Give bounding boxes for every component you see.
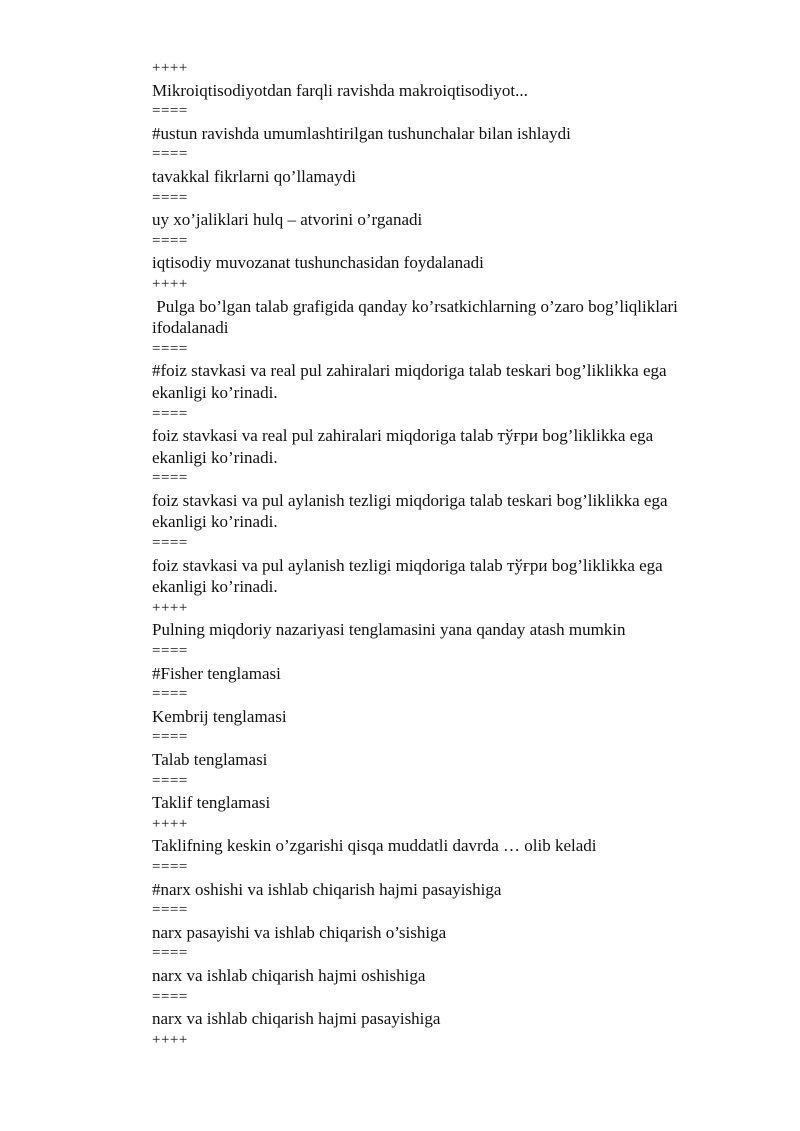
text-line: ekanligi ko’rinadi. — [152, 382, 278, 402]
text-line: foiz stavkasi va pul aylanish tezligi miqdoriga talab teskari bog’liklikka ega — [152, 490, 668, 510]
separator-line: ++++ — [152, 1031, 188, 1048]
text-line: narx va ishlab chiqarish hajmi oshishiga — [152, 965, 426, 985]
text-line: tavakkal fikrlarni qo’llamaydi — [152, 166, 356, 186]
text-line: ifodalanadi — [152, 318, 229, 338]
separator-line: ==== — [152, 858, 188, 875]
document-body — [152, 58, 752, 1051]
text-line: Pulning miqdoriy nazariyasi tenglamasini yana qanday atash mumkin — [152, 620, 626, 640]
text-line: Mikroiqtisodiyotdan farqli ravishda makroiqtisodiyot... — [152, 80, 528, 100]
text-line: narx pasayishi va ishlab chiqarish o’sishiga — [152, 922, 447, 942]
separator-line: ++++ — [152, 275, 188, 292]
text-line: Taklif tenglamasi — [152, 793, 271, 813]
separator-line: ==== — [152, 902, 188, 919]
separator-line: ==== — [152, 232, 188, 249]
separator-line: ==== — [152, 405, 188, 422]
separator-line: ==== — [152, 945, 188, 962]
separator-line: ==== — [152, 643, 188, 660]
separator-line: ++++ — [152, 599, 188, 616]
text-line: ekanligi ko’rinadi. — [152, 512, 278, 532]
separator-line: ++++ — [152, 815, 188, 832]
text-line: Taklifning keskin o’zgarishi qisqa muddatli davrda … olib keladi — [152, 836, 597, 856]
text-line: foiz stavkasi va pul aylanish tezligi miqdoriga talab тўғри bog’liklikka ega — [152, 555, 663, 575]
text-line: Kembrij tenglamasi — [152, 706, 287, 726]
text-line: Pulga bo’lgan talab grafigida qanday ko’rsatkichlarning o’zaro bog’liqliklari — [152, 296, 678, 316]
separator-line: ==== — [152, 686, 188, 703]
separator-line: ==== — [152, 772, 188, 789]
separator-line: ==== — [152, 729, 188, 746]
separator-line: ==== — [152, 988, 188, 1005]
text-line: #narx oshishi va ishlab chiqarish hajmi pasayishiga — [152, 879, 502, 899]
separator-line: ==== — [152, 146, 188, 163]
text-line: iqtisodiy muvozanat tushunchasidan foydalanadi — [152, 253, 484, 273]
separator-line: ++++ — [152, 60, 188, 76]
text-line: #foiz stavkasi va real pul zahiralari miqdoriga talab teskari bog’liklikka ega — [152, 361, 667, 381]
separator-line: ==== — [152, 189, 188, 206]
text-line: #ustun ravishda umumlashtirilgan tushunchalar bilan ishlaydi — [152, 123, 571, 143]
text-line: uy xo’jaliklari hulq – atvorini o’rganadi — [152, 210, 423, 230]
separator-line: ==== — [152, 535, 188, 552]
text-line: ekanligi ko’rinadi. — [152, 447, 278, 467]
text-line: Talab tenglamasi — [152, 750, 268, 769]
text-line: ekanligi ko’rinadi. — [152, 577, 278, 597]
separator-line: ==== — [152, 340, 188, 357]
text-line: foiz stavkasi va real pul zahiralari miqdoriga talab тўғри bog’liklikka ega — [152, 426, 654, 446]
text-line: #Fisher tenglamasi — [152, 663, 281, 683]
separator-line: ==== — [152, 470, 188, 487]
text-line: narx va ishlab chiqarish hajmi pasayishiga — [152, 1009, 441, 1029]
separator-line: ==== — [152, 103, 188, 120]
